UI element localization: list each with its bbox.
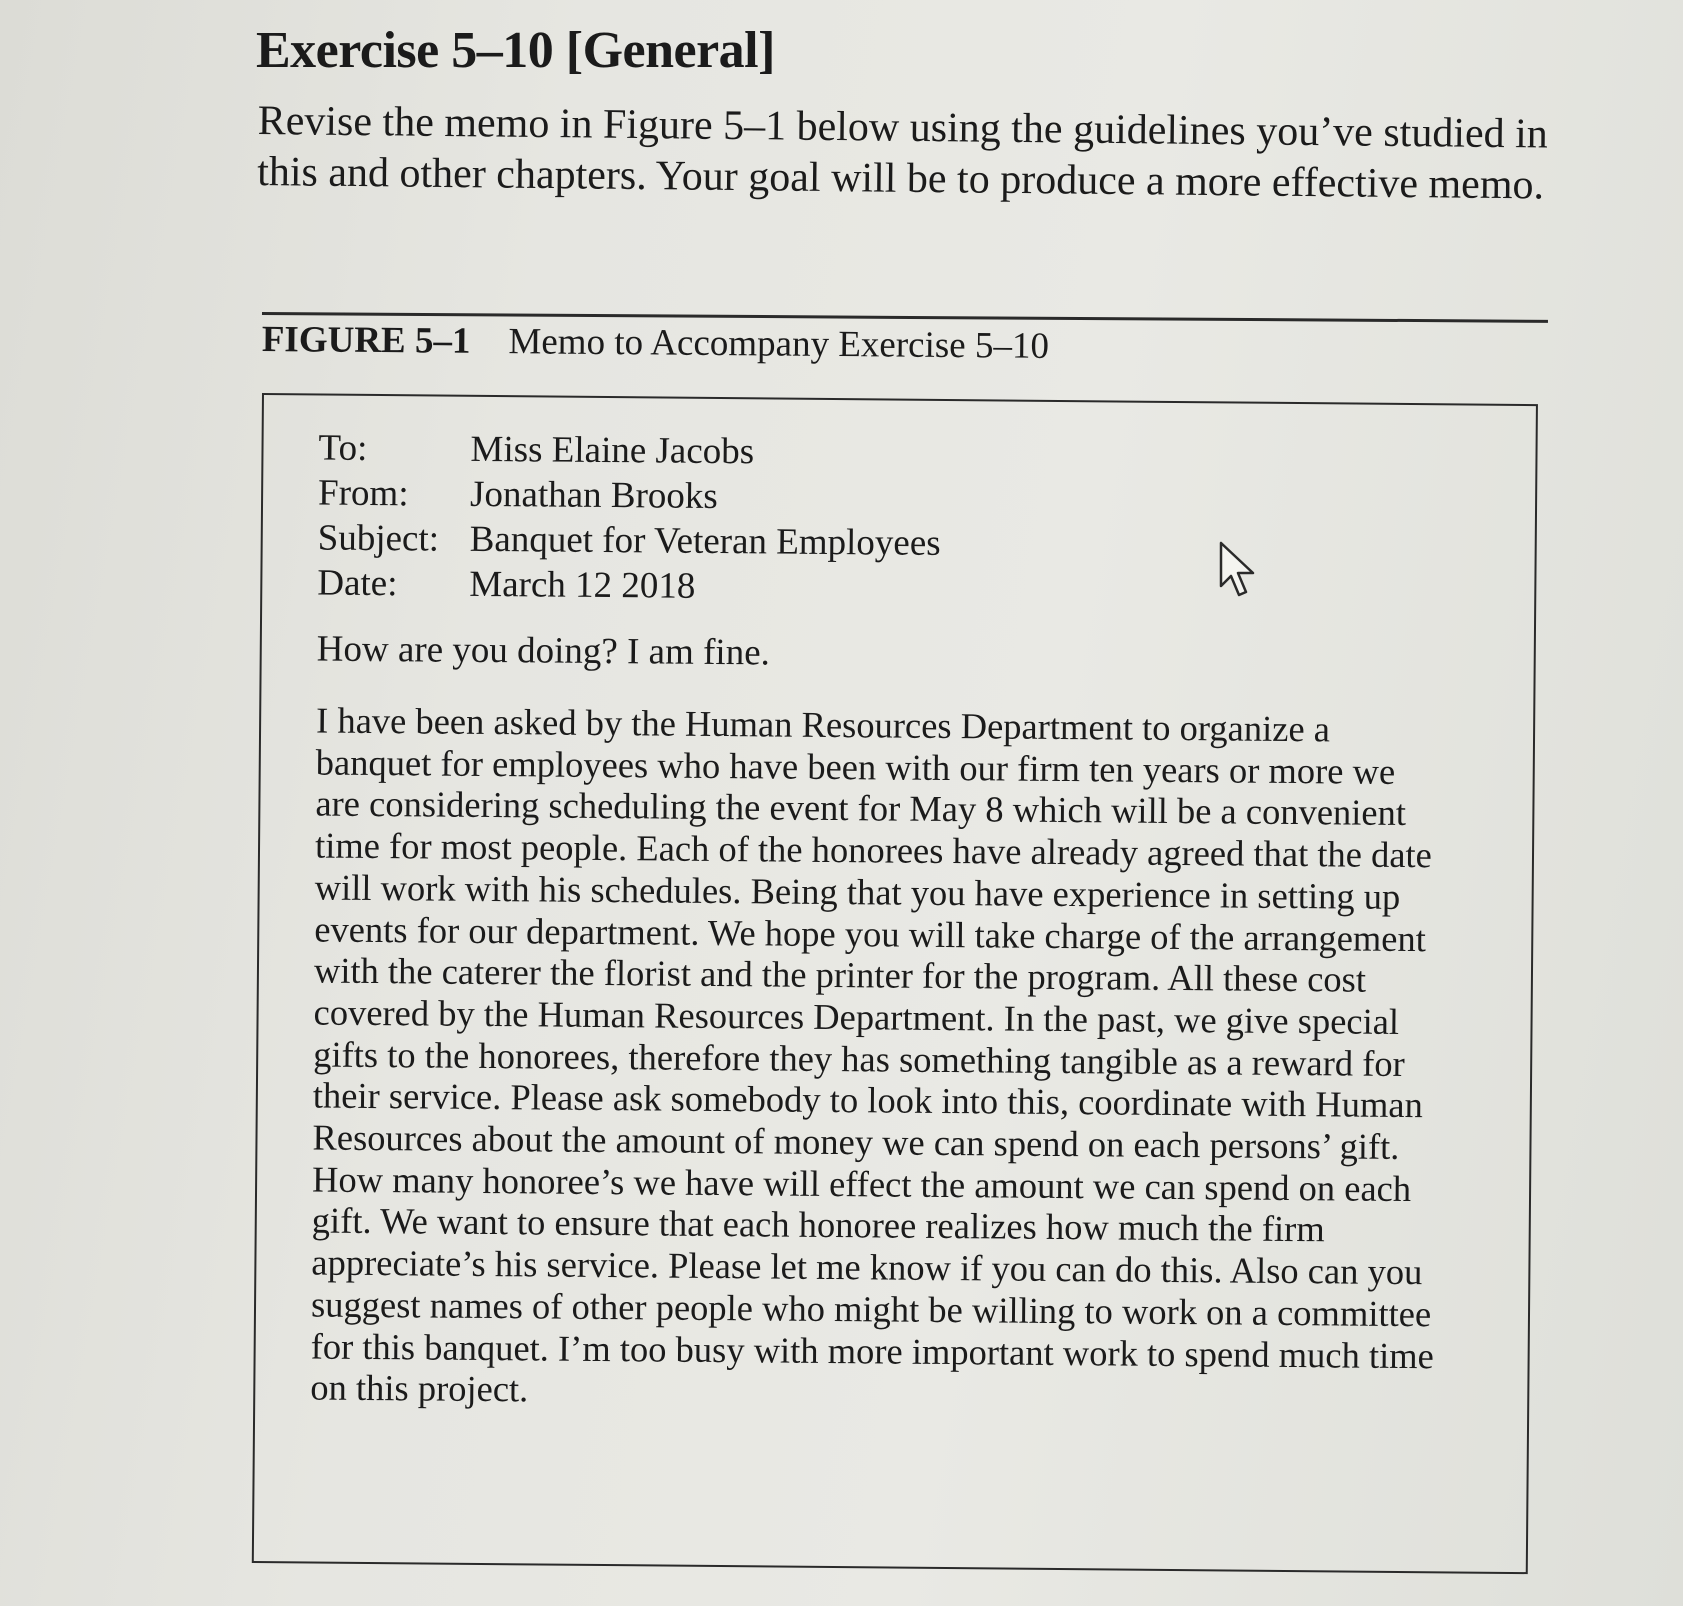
exercise-instructions: Revise the memo in Figure 5–1 below using the guidelines you’ve studied in this and other chapters. Your goal will be to produce a more effective memo. [256, 97, 1549, 209]
memo-to-value: Miss Elaine Jacobs [470, 428, 755, 473]
exercise-heading: Exercise 5–10 [General] [256, 22, 775, 79]
memo-subject-row [318, 515, 941, 565]
memo-body-paragraph: I have been asked by the Human Resources Department to organize a banquet for employees who have been with our firm ten years or more we are considering scheduling the event for May 8 which will be a convenient time for most people. Each of the honorees have already agreed that the date will work with his schedules. Being that you have experience in setting up events for our department. We hope you will take charge of the arrangement with the caterer the florist and the printer for the program. All these cost covered by the Human Resources Department. In the past, we give special gifts to the honorees, therefore they has something tangible as a reward for their service. Please ask somebody to look into this, coordinate with Human Resources about the amount of money we can spend on each persons’ gift. How many honoree’s we have will effect the amount we can spend on each gift. We want to ensure that each honoree realizes how much the firm appreciate’s his service. Please let me know if you can do this. Also can you suggest names of other people who might be willing to work on a committee for this banquet. I’m too busy with more important work to spend much time on this project. [310, 699, 1435, 1410]
memo-to-row [318, 425, 941, 475]
memo-greeting: How are you doing? I am fine. [316, 628, 771, 674]
figure-caption [262, 318, 1049, 368]
memo-subject-label: Subject: [317, 517, 440, 560]
memo-to-label: To: [318, 427, 368, 469]
memo-from-value: Jonathan Brooks [469, 473, 718, 517]
memo-header [317, 425, 941, 610]
memo-from-label: From: [317, 472, 409, 515]
memo-subject-value: Banquet for Veteran Employees [469, 518, 941, 564]
memo-date-value: March 12 2018 [469, 563, 696, 607]
memo-date-row [317, 560, 940, 610]
mouse-pointer-icon [1218, 540, 1260, 600]
figure-title: Memo to Accompany Exercise 5–10 [508, 321, 1050, 367]
memo-from-row [318, 470, 941, 520]
memo-box [252, 393, 1538, 1574]
memo-date-label: Date: [317, 562, 398, 605]
figure-label: FIGURE 5–1 [261, 318, 471, 362]
